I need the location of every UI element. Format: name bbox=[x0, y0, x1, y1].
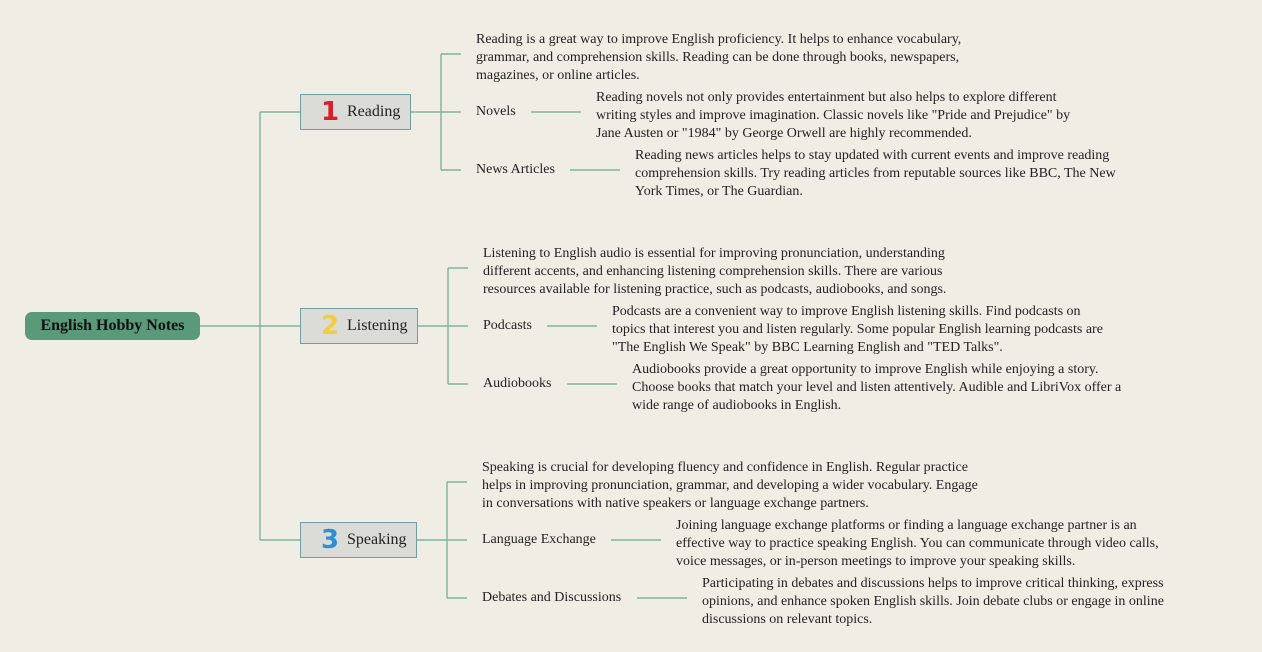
topic-label: Speaking bbox=[347, 531, 407, 548]
root-node[interactable]: English Hobby Notes bbox=[25, 312, 200, 340]
subtopic-podcasts[interactable]: Podcasts bbox=[483, 318, 532, 333]
number-3-icon: 3 bbox=[320, 525, 340, 555]
topic-reading[interactable] bbox=[300, 94, 411, 130]
podcasts-description[interactable]: Podcasts are a convenient way to improve English listening skills. Find podcasts on topics that interest you and listen regularly. Some popular English learning podcasts are "The English We Speak" by BBC Learning English and "TED Talks". bbox=[612, 304, 1103, 355]
debates-description[interactable]: Participating in debates and discussions helps to improve critical thinking, express opinions, and enhance spoken English skills. Join debate clubs or engage in online discussions on relevant topics. bbox=[702, 576, 1164, 627]
topic-speaking[interactable] bbox=[300, 522, 417, 558]
news-articles-description[interactable]: Reading news articles helps to stay updated with current events and improve reading comprehension skills. Try reading articles from reputable sources like BBC, The New York Times, or The Guardian. bbox=[635, 148, 1116, 199]
number-2-icon: 2 bbox=[320, 311, 340, 341]
language-exchange-description[interactable]: Joining language exchange platforms or finding a language exchange partner is an effective way to practice speaking English. You can communicate through video calls, voice messages, or in-person meetings to improve your speaking skills. bbox=[676, 518, 1159, 569]
number-1-icon: 1 bbox=[320, 97, 340, 127]
subtopic-audiobooks[interactable]: Audiobooks bbox=[483, 376, 552, 391]
audiobooks-description[interactable]: Audiobooks provide a great opportunity to improve English while enjoying a story. Choose books that match your level and listen attentively. Audible and LibriVox offer a wide range of audiobooks in English. bbox=[632, 362, 1122, 413]
novels-description[interactable]: Reading novels not only provides entertainment but also helps to explore different writing styles and improve imagination. Classic novels like "Pride and Prejudice" by Jane Austen or "1984" by George Orwell are highly recommended. bbox=[596, 90, 1071, 141]
subtopic-language-exchange[interactable]: Language Exchange bbox=[482, 532, 596, 547]
topic-listening[interactable] bbox=[300, 308, 418, 344]
topic-label: Reading bbox=[347, 103, 401, 120]
subtopic-novels[interactable]: Novels bbox=[476, 104, 516, 119]
subtopic-news-articles[interactable]: News Articles bbox=[476, 162, 555, 177]
topic-label: Listening bbox=[347, 317, 408, 334]
subtopic-debates-and-discussions[interactable]: Debates and Discussions bbox=[482, 590, 622, 605]
listening-summary[interactable]: Listening to English audio is essential for improving pronunciation, understanding different accents, and enhancing listening comprehension skills. There are various resources available for listening practice, such as podcasts, audiobooks, and songs. bbox=[483, 246, 947, 297]
speaking-summary[interactable]: Speaking is crucial for developing fluency and confidence in English. Regular practice helps in improving pronunciation, grammar, and developing a wider vocabulary. Engage in conversations with native speakers or language exchange partners. bbox=[482, 460, 978, 511]
reading-summary[interactable]: Reading is a great way to improve English proficiency. It helps to enhance vocabulary, grammar, and comprehension skills. Reading can be done through books, newspapers, magazines, or online articles. bbox=[476, 32, 962, 83]
